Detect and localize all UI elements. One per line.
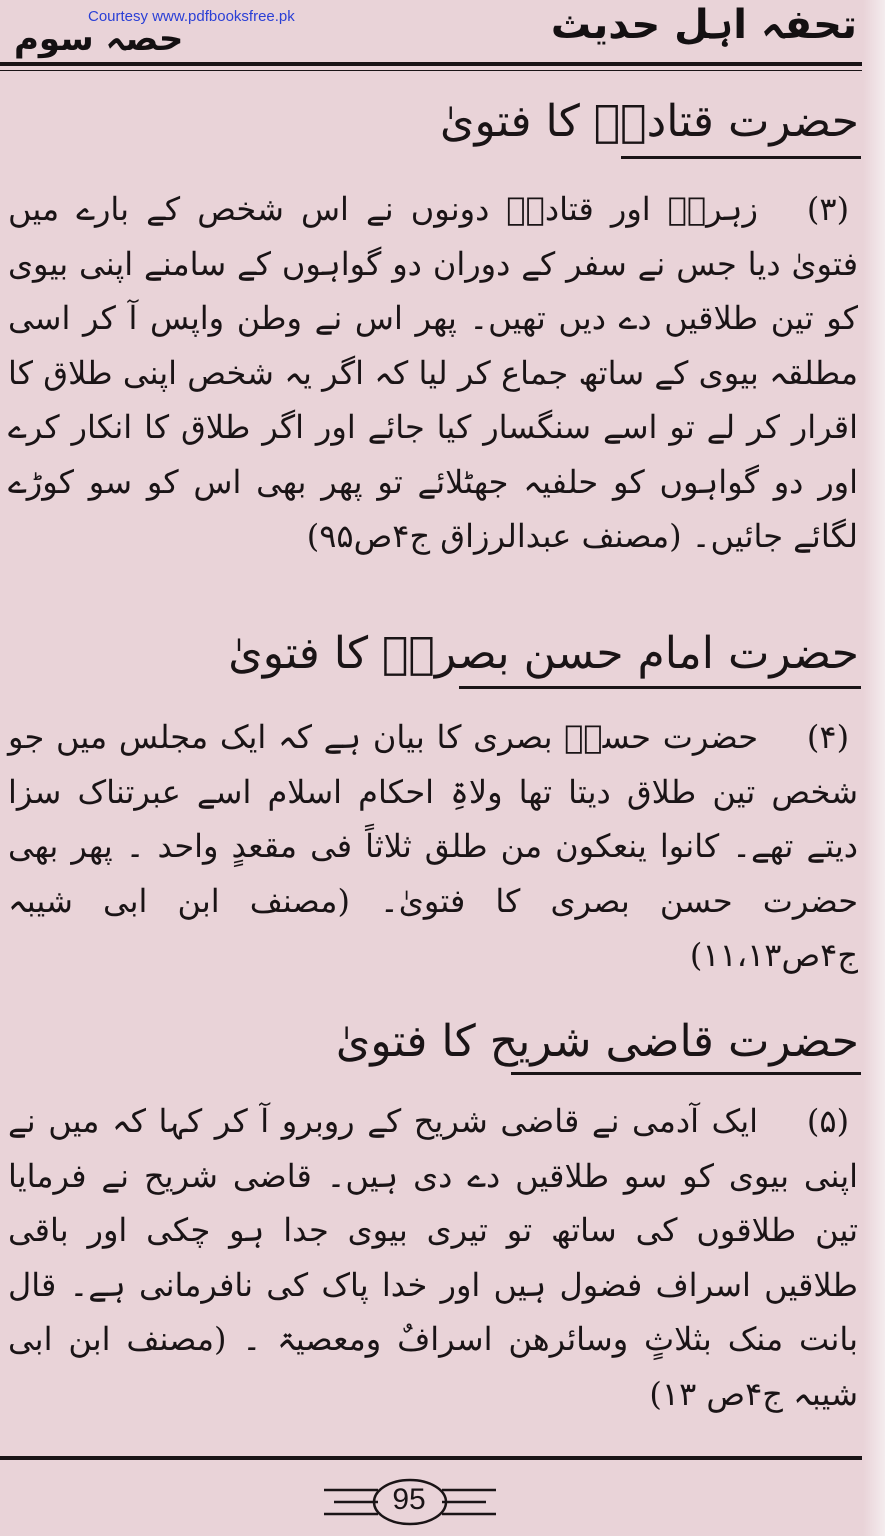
item-number: (۵) xyxy=(806,1102,850,1140)
section-heading: حضرت امام حسن بصریؒ کا فتویٰ xyxy=(228,628,859,679)
section-paragraph xyxy=(8,710,858,983)
paragraph-text: زہریؒ اور قتادہؒ دونوں نے اس شخص کے بارے میں فتویٰ دیا جس نے سفر کے دوران دو گواہوں کے سامنے اپنی بیوی کو تین طلاقیں دے دیں تھیں۔ پھر اس نے وطن واپس آ کر اسی مطلقہ بیوی کے ساتھ جماع کر لیا کہ اگر یہ شخص اپنی طلاق کا اقرار کر لے تو اسے سنگسار کیا جائے اور اگر طلاق کا انکار کرے اور دو گواہوں کو حلفیہ جھٹلائے تو پھر بھی اس کو سو کوڑے لگائے جائیں۔ (مصنف عبدالرزاق ج۴ص۹۵) xyxy=(8,190,858,555)
book-title: تحفہ اہل حدیث xyxy=(550,2,857,48)
header-rule xyxy=(0,62,862,66)
courtesy-watermark: Courtesy www.pdfbooksfree.pk xyxy=(88,8,295,25)
heading-underline xyxy=(459,686,861,689)
section-heading: حضرت قاضی شریح کا فتویٰ xyxy=(335,1016,859,1067)
footer-rule xyxy=(0,1456,862,1460)
page-number: 95 xyxy=(392,1483,426,1516)
section-paragraph xyxy=(8,1094,858,1421)
section-heading: حضرت قتادہؒ کا فتویٰ xyxy=(440,96,859,147)
heading-underline xyxy=(511,1072,861,1075)
page-edge xyxy=(863,0,885,1536)
paragraph-text: ایک آدمی نے قاضی شریح کے روبرو آ کر کہا کہ میں نے اپنی بیوی کو سو طلاقیں دے دی ہیں۔ قاضی شریح نے فرمایا تین طلاقوں کی ساتھ تو تیری بیوی جدا ہو چکی اور باقی طلاقیں اسراف فضول ہیں اور خدا پاک کی نافرمانی ہے۔ قال بانت منک بثلاثٍ وسائرھن اسرافٌ ومعصیۃ ۔ (مصنف ابن ابی شیبہ ج۴ص ۱۳) xyxy=(8,1102,858,1413)
section-paragraph xyxy=(8,182,858,564)
item-number: (۳) xyxy=(806,190,850,228)
part-title: حصہ سوم xyxy=(14,19,184,59)
heading-underline xyxy=(621,156,861,159)
header-rule-thin xyxy=(0,70,862,71)
item-number: (۴) xyxy=(806,718,850,756)
paragraph-text: حضرت حسنؒ بصری کا بیان ہے کہ ایک مجلس میں جو شخص تین طلاق دیتا تھا ولاۃِ احکام اسلام اسے عبرتناک سزا دیتے تھے۔ کانوا ینعکون من طلق ثلاثاً فی مقعدٍ واحد ۔ پھر بھی حضرت حسن بصری کا فتویٰ۔ (مصنف ابن ابی شیبہ ج۴ص۱۱،۱۳) xyxy=(8,718,859,974)
